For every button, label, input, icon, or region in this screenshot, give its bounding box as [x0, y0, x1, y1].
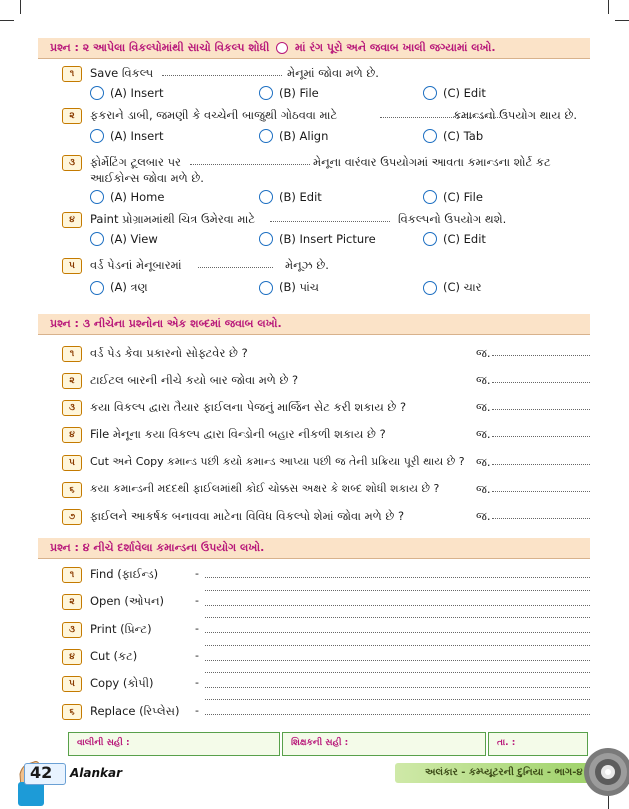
question-text: મેનૂમાં જોવા મળે છે.: [287, 66, 379, 80]
option-a[interactable]: [90, 190, 164, 204]
question-text: Paint પ્રોગ્રામમાંથી ચિત્ર ઉમેરવા માટે: [90, 212, 256, 226]
option-a[interactable]: [90, 129, 163, 143]
section3-header: [38, 314, 590, 335]
question-text: ફોર્મેટિંગ ટૂલબાર પર: [90, 155, 181, 169]
answer-line[interactable]: [205, 632, 590, 633]
question-text: વિકલ્પનો ઉપયોગ થશે.: [398, 212, 507, 226]
answer-blank[interactable]: [492, 409, 590, 410]
guardian-signature-label: વાલીની સહી :: [77, 738, 130, 748]
section2-title-text-2: માં રંગ પૂરો અને જવાબ ખાલી જગ્યામાં લખો.: [295, 41, 496, 54]
radio-circle-icon[interactable]: [90, 129, 104, 143]
command-name: Open (ઓપન): [90, 594, 165, 608]
answer-line[interactable]: [205, 699, 590, 700]
teacher-signature-box[interactable]: [282, 732, 486, 756]
answer-line[interactable]: [205, 687, 590, 688]
question-text: કયા વિકલ્પ દ્વારા તૈયાર ફાઈલના પેજનું માર્જિન સેટ કરી શકાય છે ?: [90, 400, 407, 414]
crop-mark: [615, 20, 629, 21]
radio-circle-icon[interactable]: [90, 86, 104, 100]
option-c[interactable]: [423, 129, 483, 143]
section2-header: [38, 38, 590, 59]
answer-label: જ.: [476, 455, 491, 469]
command-name: Find (ફાઈન્ડ): [90, 567, 159, 581]
crop-mark: [0, 20, 14, 21]
option-label: (C) Tab: [443, 129, 484, 143]
item-number: ૪: [62, 649, 82, 665]
question-number: ૫: [62, 455, 82, 471]
dash: -: [195, 704, 199, 717]
radio-circle-icon[interactable]: [90, 232, 104, 246]
dash: -: [195, 594, 199, 607]
radio-circle-icon[interactable]: [423, 190, 437, 204]
question-text: મેનૂઝ છે.: [285, 258, 329, 272]
radio-circle-icon[interactable]: [90, 190, 104, 204]
option-label: (C) File: [443, 190, 483, 204]
option-b[interactable]: [259, 232, 376, 246]
question-number: ૭: [62, 509, 82, 525]
item-number: ૩: [62, 622, 82, 638]
question-text: મેનૂના વારંવાર ઉપયોગમાં આવતા કમાન્ડના શોર્ટ કટ: [313, 155, 551, 169]
radio-circle-icon[interactable]: [259, 281, 273, 295]
option-a[interactable]: [90, 280, 148, 295]
answer-label: જ.: [476, 482, 491, 496]
question-number: ૩: [62, 155, 82, 171]
command-name: Replace (રિપ્લેસ): [90, 704, 180, 718]
page-number: 42: [30, 763, 53, 782]
radio-circle-icon[interactable]: [423, 86, 437, 100]
option-label: (C) ચાર: [443, 280, 482, 294]
item-number: ૬: [62, 704, 82, 720]
answer-label: જ.: [476, 373, 491, 387]
section2-title-text: પ્રશ્ન : ૨ આપેલા વિકલ્પોમાંથી સાચો વિકલ્પ શોધી: [50, 41, 270, 54]
option-a[interactable]: [90, 232, 158, 246]
question-number: ૨: [62, 108, 82, 124]
answer-line[interactable]: [205, 590, 590, 591]
question-text: આઈકોન્સ જોવા મળે છે.: [90, 171, 204, 185]
footer-band: [395, 763, 595, 783]
option-label: (B) પાંચ: [279, 280, 319, 294]
answer-blank[interactable]: [162, 75, 282, 76]
item-number: ૧: [62, 567, 82, 583]
option-label: (C) Edit: [443, 86, 486, 100]
dash: -: [195, 649, 199, 662]
answer-blank[interactable]: [198, 267, 273, 268]
answer-line[interactable]: [205, 672, 590, 673]
book-title: અલંકાર - કમ્પ્યૂટરની દુનિયા - ભાગ-૪: [425, 767, 583, 778]
option-label: (B) File: [279, 86, 319, 100]
answer-line[interactable]: [205, 605, 590, 606]
command-name: Copy (કોપી): [90, 676, 154, 690]
question-text: Cut અને Copy કમાન્ડ પછી કયો કમાન્ડ આપ્યા પછી જ તેની પ્રક્રિયા પૂરી થાય છે ?: [90, 455, 465, 468]
answer-label: જ.: [476, 400, 491, 414]
item-number: ૫: [62, 676, 82, 692]
dash: -: [195, 567, 199, 580]
option-c[interactable]: [423, 232, 486, 246]
option-b[interactable]: [259, 129, 328, 143]
question-text: File મેનૂના કયા વિકલ્પ દ્વારા વિન્ડોની બહાર નીકળી શકાય છે ?: [90, 427, 386, 441]
dash: -: [195, 676, 199, 689]
question-number: ૨: [62, 373, 82, 389]
answer-line[interactable]: [205, 617, 590, 618]
crop-mark: [20, 0, 21, 14]
answer-line[interactable]: [205, 645, 590, 646]
answer-blank[interactable]: [492, 355, 590, 356]
question-number: ૧: [62, 346, 82, 362]
question-number: ૧: [62, 66, 82, 82]
answer-label: જ.: [476, 427, 491, 441]
command-name: Cut (કટ): [90, 649, 138, 663]
brand-logo: Alankar: [70, 766, 123, 780]
dash: -: [195, 622, 199, 635]
question-text: ફકરાને ડાબી, જમણી કે વચ્ચેની બાજુથી ગોઠવવા માટે: [90, 108, 338, 122]
option-b[interactable]: [259, 280, 319, 295]
answer-blank[interactable]: [492, 518, 590, 519]
answer-blank[interactable]: [492, 382, 590, 383]
date-label: તા. :: [497, 738, 516, 748]
radio-circle-icon[interactable]: [423, 232, 437, 246]
answer-line[interactable]: [205, 577, 590, 578]
section4-title: પ્રશ્ન : ૪ નીચે દર્શાવેલા કમાન્ડના ઉપયોગ લખો.: [50, 541, 265, 554]
crop-mark: [608, 0, 609, 14]
radio-circle-icon[interactable]: [259, 190, 273, 204]
section3-title: પ્રશ્ન : ૩ નીચેના પ્રશ્નોના એક શબ્દમાં જવાબ લખો.: [50, 317, 282, 330]
option-label: (B) Edit: [279, 190, 322, 204]
option-c[interactable]: [423, 86, 486, 100]
answer-label: જ.: [476, 509, 491, 523]
question-number: ૪: [62, 212, 82, 228]
question-number: ૩: [62, 400, 82, 416]
command-name: Print (પ્રિન્ટ): [90, 622, 152, 636]
option-label: (A) Insert: [110, 129, 164, 143]
guardian-signature-box[interactable]: [68, 732, 280, 756]
radio-circle-icon[interactable]: [90, 281, 104, 295]
option-a[interactable]: [90, 86, 163, 100]
question-number: ૪: [62, 427, 82, 443]
question-text: Save વિકલ્પ: [90, 66, 154, 80]
question-number: ૬: [62, 482, 82, 498]
answer-label: જ.: [476, 346, 491, 360]
question-text: કયા કમાન્ડની મદદથી ફાઈલમાંથી કોઈ ચોક્કસ અક્ષર કે શબ્દ શોધી શકાય છે ?: [90, 482, 440, 495]
item-number: ૨: [62, 594, 82, 610]
question-text: ફાઈલને આકર્ષક બનાવવા માટેના વિવિધ વિકલ્પો શેમાં જોવા મળે છે ?: [90, 509, 405, 523]
option-label: (A) ત્રણ: [110, 280, 148, 294]
radio-circle-icon[interactable]: [423, 129, 437, 143]
section4-header: [38, 538, 590, 559]
radio-circle-icon[interactable]: [423, 281, 437, 295]
question-text: વર્ડ પેડનાં મેનૂબારમાં: [90, 258, 182, 272]
option-label: (A) Home: [110, 190, 165, 204]
option-b[interactable]: [259, 190, 322, 204]
option-c[interactable]: [423, 280, 482, 295]
question-number: ૫: [62, 258, 82, 274]
answer-blank[interactable]: [492, 464, 590, 465]
answer-line[interactable]: [205, 714, 590, 715]
date-box[interactable]: [488, 732, 588, 756]
teacher-signature-label: શિક્ષકની સહી :: [291, 738, 349, 748]
option-c[interactable]: [423, 190, 483, 204]
answer-blank[interactable]: [270, 221, 390, 222]
question-text: વર્ડ પેડ કેવા પ્રકારનો સોફ્ટવેર છે ?: [90, 346, 248, 360]
question-text: કમાન્ડનો ઉપયોગ થાય છે.: [453, 108, 577, 122]
option-b[interactable]: [259, 86, 319, 100]
answer-blank[interactable]: [190, 164, 310, 165]
option-label: (A) View: [110, 232, 158, 246]
section2-title: [50, 41, 496, 55]
option-label: (B) Align: [279, 129, 329, 143]
answer-blank[interactable]: [492, 491, 590, 492]
answer-blank[interactable]: [492, 436, 590, 437]
answer-line[interactable]: [205, 660, 590, 661]
radio-circle-icon[interactable]: [259, 232, 273, 246]
option-label: (B) Insert Picture: [279, 232, 376, 246]
radio-circle-icon[interactable]: [259, 129, 273, 143]
cd-disc-icon: [582, 746, 629, 798]
option-label: (C) Edit: [443, 232, 486, 246]
circle-icon: [276, 42, 288, 54]
question-text: ટાઈટલ બારની નીચે કયો બાર જોવા મળે છે ?: [90, 373, 299, 387]
option-label: (A) Insert: [110, 86, 164, 100]
radio-circle-icon[interactable]: [259, 86, 273, 100]
